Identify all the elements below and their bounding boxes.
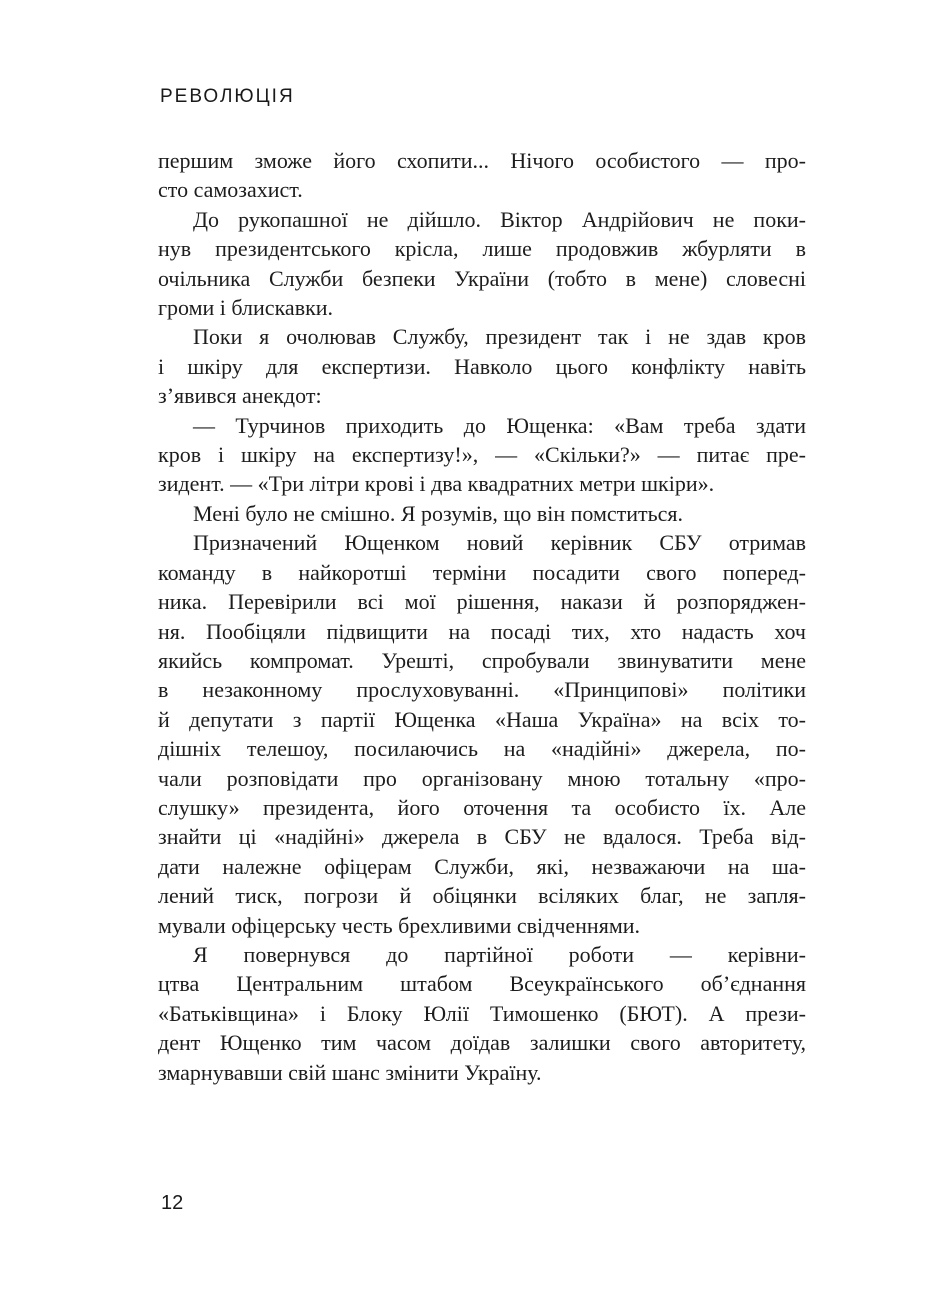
body-text bbox=[158, 146, 806, 1087]
paragraph bbox=[158, 146, 806, 205]
text-line: Я повернувся до партійної роботи — керівни- bbox=[193, 941, 806, 967]
text-line: нув президентського крісла, лише продовжив жбурляти в bbox=[158, 236, 806, 262]
text-line: й депутати з партії Ющенка «Наша Україна» на всіх то- bbox=[158, 706, 806, 732]
text-line: Мені було не смішно. Я розумів, що він помститься. bbox=[193, 500, 684, 526]
text-line: в незаконному прослуховуванні. «Принципові» політики bbox=[158, 677, 806, 703]
text-line: ня. Пообіцяли підвищити на посаді тих, хто надасть хоч bbox=[158, 618, 806, 644]
text-line: знайти ці «надійні» джерела в СБУ не вдалося. Треба від- bbox=[158, 824, 806, 850]
text-line: ника. Перевірили всі мої рішення, накази й розпоряджен- bbox=[158, 589, 806, 615]
page-number: 12 bbox=[161, 1192, 184, 1214]
text-line: кров і шкіру на експертизу!», — «Скільки?» — питає пре- bbox=[158, 442, 806, 468]
text-line: зидент. — «Три літри крові і два квадратних метри шкіри». bbox=[158, 471, 715, 497]
paragraph bbox=[158, 411, 806, 499]
text-line: «Батьківщина» і Блоку Юлії Тимошенко (БЮТ). А прези- bbox=[158, 1000, 806, 1026]
text-line: сто самозахист. bbox=[158, 177, 303, 203]
text-line: з’явився анекдот: bbox=[158, 383, 322, 409]
text-line: слушку» президента, його оточення та особисто їх. Але bbox=[158, 794, 806, 820]
running-head: РЕВОЛЮЦІЯ bbox=[160, 86, 295, 107]
text-line: — Турчинов приходить до Ющенка: «Вам треба здати bbox=[193, 412, 806, 438]
paragraph bbox=[158, 322, 806, 410]
text-line: Поки я очолював Службу, президент так і не здав кров bbox=[193, 324, 806, 350]
text-line: змарнувавши свій шанс змінити Україну. bbox=[158, 1059, 542, 1085]
paragraph bbox=[158, 528, 806, 940]
paragraph bbox=[158, 205, 806, 323]
text-line: дент Ющенко тим часом доїдав залишки свого авторитету, bbox=[158, 1030, 806, 1056]
text-line: цтва Центральним штабом Всеукраїнського об’єднання bbox=[158, 971, 806, 997]
text-line: громи і блискавки. bbox=[158, 295, 334, 321]
text-line: До рукопашної не дійшло. Віктор Андрійович не поки- bbox=[193, 206, 806, 232]
text-line: якийсь компромат. Урешті, спробували звинуватити мене bbox=[158, 647, 806, 673]
text-line: команду в найкоротші терміни посадити свого поперед- bbox=[158, 559, 806, 585]
text-line: дати належне офіцерам Служби, які, незважаючи на ша- bbox=[158, 853, 806, 879]
paragraph bbox=[158, 940, 806, 1087]
text-line: Призначений Ющенком новий керівник СБУ отримав bbox=[193, 530, 806, 556]
text-line: лений тиск, погрози й обіцянки всіляких благ, не запля- bbox=[158, 883, 806, 909]
text-line: і шкіру для експертизи. Навколо цього конфлікту навіть bbox=[158, 353, 806, 379]
text-line: очільника Служби безпеки України (тобто в мене) словесні bbox=[158, 265, 806, 291]
paragraph bbox=[158, 499, 806, 528]
text-line: дішніх телешоу, посилаючись на «надійні» джерела, по- bbox=[158, 736, 806, 762]
text-line: мували офіцерську честь брехливими свідченнями. bbox=[158, 912, 641, 938]
text-line: чали розповідати про організовану мною тотальну «про- bbox=[158, 765, 806, 791]
text-line: першим зможе його схопити... Нічого особистого — про- bbox=[158, 148, 806, 173]
